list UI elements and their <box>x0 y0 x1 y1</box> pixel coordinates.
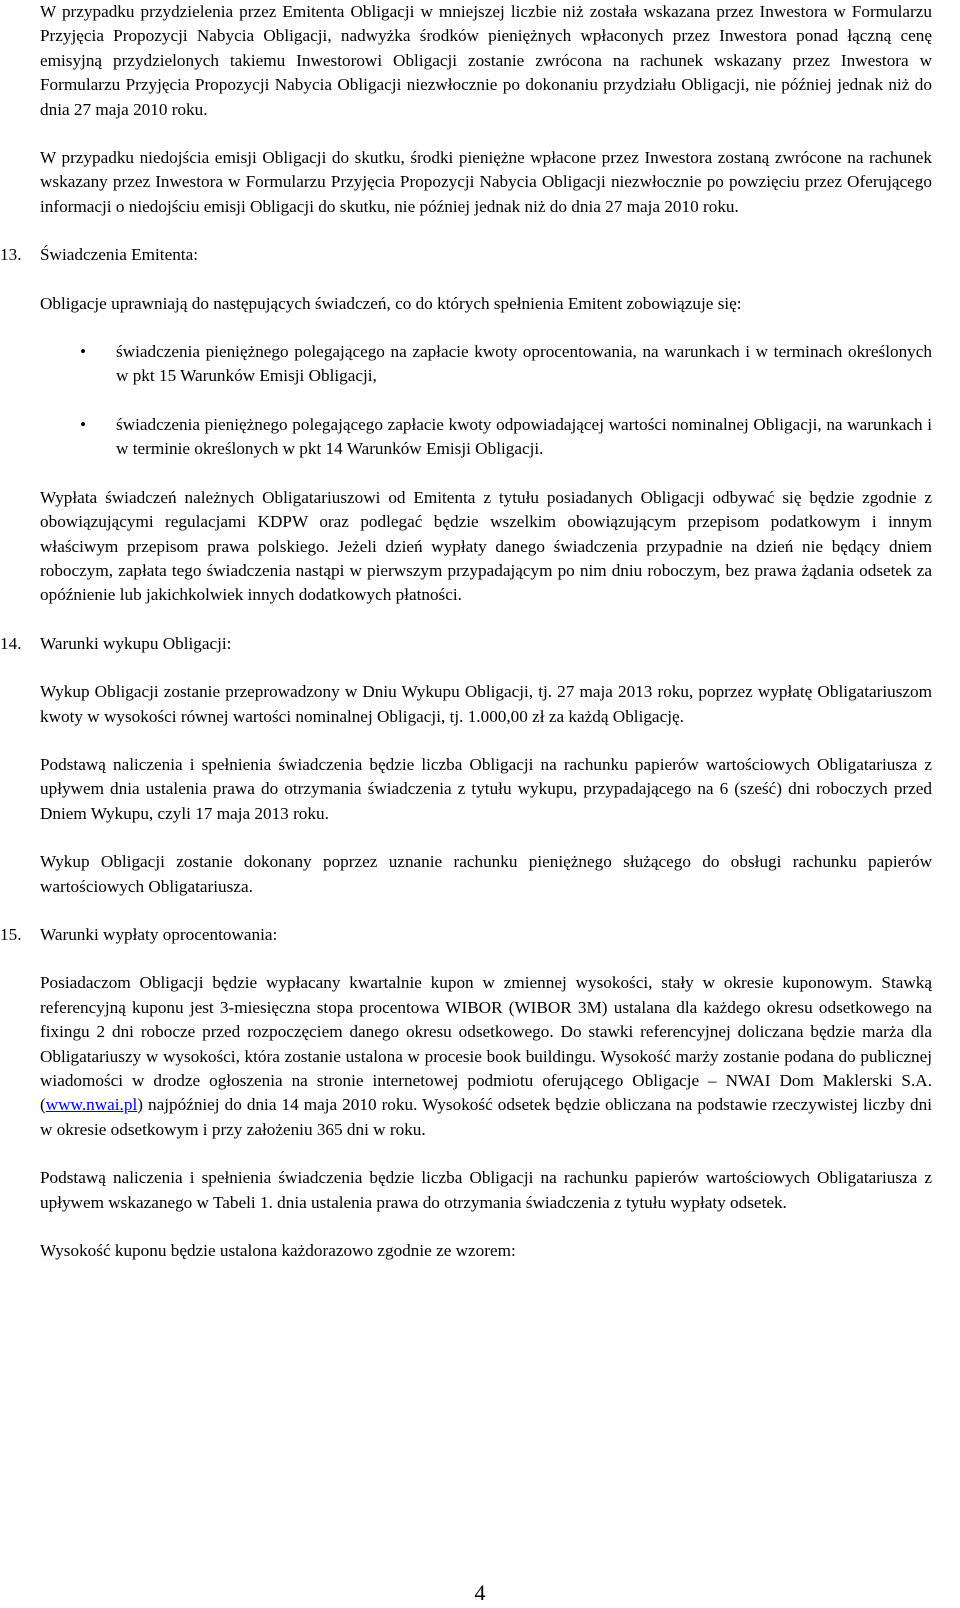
paragraph-allocation-refund: W przypadku przydzielenia przez Emitenta Obligacji w mniejszej liczbie niż została wskazana przez Inwestora w Formularzu Przyjęcia Propozycji Nabycia Obligacji, nadwyżka środków pieniężnych wpłaconych przez Inwestora ponad łączną cenę emisyjną przydzielonych takiemu Inwestorowi Obligacji zostanie zwrócona na rachunek wskazany przez Inwestora w Formularzu Przyjęcia Propozycji Nabycia Obligacji niezwłocznie po dokonaniu przydziału Obligacji, nie później jednak niż do dnia 27 maja 2010 roku. <box>40 2 932 119</box>
page-number: 4 <box>474 1580 486 1605</box>
section-13-number: 13. <box>0 245 22 265</box>
section-13-heading <box>0 243 932 267</box>
section-15-title: Warunki wypłaty oprocentowania: <box>40 924 278 944</box>
section-15-paragraph-2: Podstawą naliczenia i spełnienia świadczenia będzie liczba Obligacji na rachunku papierów wartościowych Obligatariusza z upływem wskazanego w Tabeli 1. dnia ustalenia prawa do otrzymania świadczenia z tytułu wypłaty odsetek. <box>40 1168 932 1212</box>
section-15-paragraph-1-start: Posiadaczom Obligacji będzie wypłacany kwartalnie kupon w zmiennej wysokości, stały w okresie kuponowym. Stawką referencyjną kuponu jest 3-miesięczna stopa procentowa WIBOR (WIBOR 3M) ustalana dla każdego okresu odsetkowego na fixingu 2 dni robocze przed rozpoczęciem danego okresu odsetkowego. Do stawki referencyjnej doliczana będzie marża dla Obligatariuszy w wysokości, która zostanie ustalona w procesie book buildingu. Wysokość marży zostanie podana do publicznej wiadomości w drodze ogłoszenia na stronie internetowej podmiotu oferującego Obligacje – NWAI Dom Maklerski S.A. ( <box>40 973 932 1115</box>
section-15-paragraph-1 <box>40 971 932 1142</box>
section-14-paragraph-3: Wykup Obligacji zostanie dokonany poprzez uznanie rachunku pieniężnego służącego do obsługi rachunku papierów wartościowych Obligatariusza. <box>40 852 932 896</box>
section-15-number: 15. <box>0 924 22 944</box>
bullet-icon: • <box>80 342 87 362</box>
section-13-bullet-list <box>40 340 932 462</box>
section-14-number: 14. <box>0 633 22 653</box>
paragraph-issue-failure-refund: W przypadku niedojścia emisji Obligacji do skutku, środki pieniężne wpłacone przez Inwestora zostaną zwrócone na rachunek wskazany przez Inwestora w Formularzu Przyjęcia Propozycji Nabycia Obligacji niezwłocznie po powzięciu przez Oferującego informacji o niedojściu emisji Obligacji do skutku, nie później jednak niż do dnia 27 maja 2010 roku. <box>40 148 932 216</box>
section-14-title: Warunki wykupu Obligacji: <box>40 633 232 653</box>
section-13-title: Świadczenia Emitenta: <box>40 245 198 265</box>
section-14-paragraph-1: Wykup Obligacji zostanie przeprowadzony w Dniu Wykupu Obligacji, tj. 27 maja 2013 roku, poprzez wypłatę Obligatariuszom kwoty w wysokości równej wartości nominalnej Obligacji, tj. 1.000,00 zł za każdą Obligację. <box>40 682 932 726</box>
section-14-heading <box>0 632 932 656</box>
list-item <box>40 340 932 389</box>
bullet-text: świadczenia pieniężnego polegającego na zapłacie kwoty oprocentowania, na warunkach i w terminach określonych w pkt 15 Warunków Emisji Obligacji, <box>116 342 932 386</box>
bullet-text: świadczenia pieniężnego polegającego zapłacie kwoty odpowiadającej wartości nominalnej Obligacji, na warunkach i w terminie określonych w pkt 14 Warunków Emisji Obligacji. <box>116 414 932 459</box>
section-13-intro: Obligacje uprawniają do następujących świadczeń, co do których spełnienia Emitent zobowiązuje się: <box>40 293 742 313</box>
section-15-paragraph-1-end: ) najpóźniej do dnia 14 maja 2010 roku. Wysokość odsetek będzie obliczana na podstawie rzeczywistej liczby dni w okresie odsetkowym i przy założeniu 365 dni w roku. <box>40 1095 932 1139</box>
bullet-icon: • <box>80 414 87 434</box>
nwai-website-link[interactable]: www.nwai.pl <box>45 1095 138 1115</box>
section-14-paragraph-2: Podstawą naliczenia i spełnienia świadczenia będzie liczba Obligacji na rachunku papierów wartościowych Obligatariusza z upływem dnia ustalenia prawa do otrzymania świadczenia z tytułu wykupu, przypadającego na 6 (sześć) dni roboczych przed Dniem Wykupu, czyli 17 maja 2013 roku. <box>40 754 932 823</box>
section-13-payment-paragraph: Wypłata świadczeń należnych Obligatariuszowi od Emitenta z tytułu posiadanych Obligacji odbywać się będzie zgodnie z obowiązującymi regulacjami KDPW oraz podlegać będzie wszelkim obowiązującym przepisom podatkowym i innym właściwym przepisom prawa polskiego. Jeżeli dzień wypłaty danego świadczenia przypadnie na dzień nie będący dniem roboczym, zapłata tego świadczenia nastąpi w pierwszym przypadającym po nim dniu roboczym, bez prawa żądania odsetek za opóźnienie lub jakichkolwiek innych dodatkowych płatności. <box>40 487 932 605</box>
list-item <box>40 413 932 462</box>
section-15-paragraph-3: Wysokość kuponu będzie ustalona każdorazowo zgodnie ze wzorem: <box>40 1241 516 1261</box>
section-15-heading <box>0 923 932 947</box>
